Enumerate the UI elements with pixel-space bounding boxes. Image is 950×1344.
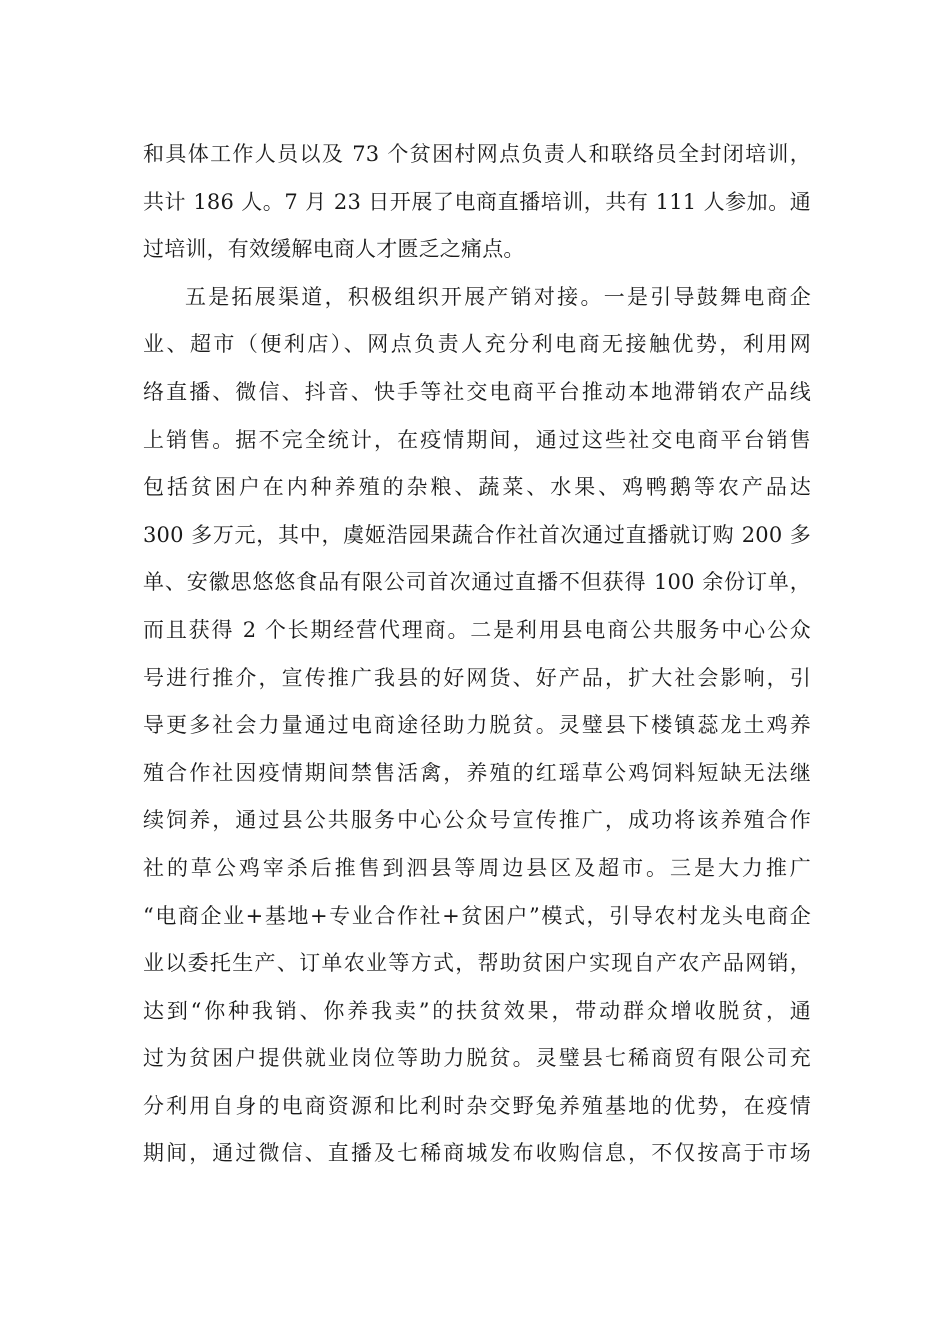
document-body (143, 131, 811, 1178)
paragraph-line: 上销售。据不完全统计，在疫情期间，通过这些社交电商平台销售 (143, 427, 811, 452)
paragraph-line: “电商企业+基地+专业合作社+贫困户”模式，引导农村龙头电商企 (143, 903, 811, 928)
paragraph-line: 殖合作社因疫情期间禁售活禽，养殖的红瑶草公鸡饲料短缺无法继 (143, 760, 811, 785)
paragraph-line: 和具体工作人员以及 73 个贫困村网点负责人和联络员全封闭培训， (143, 142, 811, 166)
paragraph-line: 而且获得 2 个长期经营代理商。二是利用县电商公共服务中心公众 (143, 617, 811, 642)
paragraph-line: 导更多社会力量通过电商途径助力脱贫。灵璧县下楼镇蕊龙土鸡养 (143, 713, 811, 738)
paragraph-line: 单、安徽思悠悠食品有限公司首次通过直播不但获得 100 余份订单， (143, 570, 811, 595)
paragraph-line: 号进行推介，宣传推广我县的好网货、好产品，扩大社会影响，引 (143, 665, 811, 690)
paragraph-line: 300 多万元，其中，虞姬浩园果蔬合作社首次通过直播就订购 200 多 (143, 522, 811, 547)
paragraph-line: 包括贫困户在内种养殖的杂粮、蔬菜、水果、鸡鸭鹅等农产品达 (143, 475, 811, 500)
paragraph-line: 业以委托生产、订单农业等方式，帮助贫困户实现自产农产品网销， (143, 951, 811, 976)
paragraph-line: 共计 186 人。7 月 23 日开展了电商直播培训，共有 111 人参加。通 (143, 189, 811, 214)
paragraph-line: 过培训，有效缓解电商人才匮乏之痛点。 (143, 237, 525, 262)
paragraph-line: 分利用自身的电商资源和比利时杂交野兔养殖基地的优势，在疫情 (143, 1093, 811, 1118)
paragraph-line: 续饲养，通过县公共服务中心公众号宣传推广，成功将该养殖合作 (143, 808, 811, 833)
paragraph-line: 业、超市（便利店）、网点负责人充分利电商无接触优势，利用网 (143, 332, 811, 357)
paragraph-line: 社的草公鸡宰杀后推售到泗县等周边县区及超市。三是大力推广 (143, 855, 811, 880)
paragraph-line: 络直播、微信、抖音、快手等社交电商平台推动本地滞销农产品线 (143, 379, 811, 404)
paragraph-line: 达到“你种我销、你养我卖”的扶贫效果，带动群众增收脱贫，通 (143, 998, 811, 1023)
paragraph-first-line: 五是拓展渠道，积极组织开展产销对接。一是引导鼓舞电商企 (185, 284, 811, 309)
paragraph-line: 期间，通过微信、直播及七稀商城发布收购信息，不仅按高于市场 (143, 1141, 811, 1166)
paragraph-line: 过为贫困户提供就业岗位等助力脱贫。灵璧县七稀商贸有限公司充 (143, 1046, 811, 1071)
